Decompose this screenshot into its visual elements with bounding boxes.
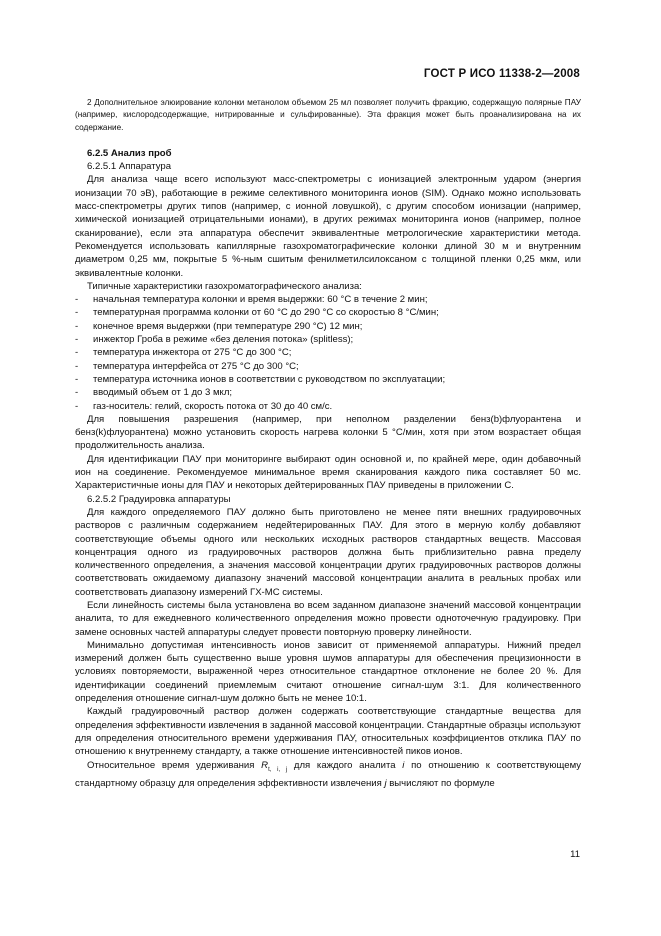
list-item: - инжектор Гроба в режиме «без деления потока» (splitless);	[75, 333, 581, 346]
gc-parameters-list	[75, 293, 581, 413]
symbol-r: R	[261, 759, 269, 771]
page-content	[75, 97, 581, 790]
paragraph-relative-retention: Относительное время удерживания $R_{t, i, j}$ для каждого аналита i по отношению к соответствующему стандартному образцу для определения эффективности извлечения j вычисляют по формуле	[75, 759, 582, 789]
section-title: 6.2.5 Анализ проб	[87, 147, 172, 159]
list-item: - температура источника ионов в соответствии с руководством по эксплуатации;	[75, 373, 581, 386]
list-intro: Типичные характеристики газохроматографического анализа:	[87, 280, 362, 292]
paragraph-recovery-standards: Каждый градуировочный раствор должен содержать соответствующие стандартные вещества для определения эффективности извлечения в заданной массовой концентрации. Стандартные образцы используют для определения относительного времени удерживания ПАУ, относительных коэффициентов отклика ПАУ по отношению к внутреннему стандарту, а также отношение интенсивностей пиков ионов.	[75, 706, 581, 758]
page-number: 11	[570, 849, 580, 860]
paragraph-resolution: Для повышения разрешения (например, при неполном разделении бенз(b)флуорантена и бенз(k)флуорантена) можно установить скорость нагрева колонки 5 °С/мин, хотя при этом возрастает общая продолжительность анализа.	[75, 413, 581, 452]
paragraph-apparatus: Для анализа чаще всего используют масс-спектрометры с ионизацией электронным ударом (энергия ионизации 70 эВ), работающие в режиме селективного мониторинга ионов (SIM). Однако можно использовать масс-спектрометры других типов (например, с ионной ловушкой), с другим способом ионизации (например, химической ионизацией отрицательными ионами), в других режимах мониторинга ионов (например, полное сканирование), если эта аппаратура обеспечит эквивалентные метрологические характеристики метода. Рекомендуется использовать капиллярные газохроматографические колонки длиной 30 м и внутренним диаметром 0,25 мм, покрытые 5 %-ным сшитым фенилметилсилоксаном с толщиной пленки 0,25 мкм, или эквивалентные колонки.	[75, 174, 581, 279]
document-id: ГОСТ Р ИСО 11338-2—2008	[423, 68, 580, 80]
subsection-title-apparatus: 6.2.5.1 Аппаратура	[87, 161, 172, 173]
list-item: - вводимый объем от 1 до 3 мкл;	[75, 386, 581, 399]
list-item: - конечное время выдержки (при температуре 290 °С) 12 мин;	[75, 320, 581, 333]
note-2: 2 Дополнительное элюирование колонки метанолом объемом 25 мл позволяет получить фракцию, содержащую полярные ПАУ (например, кислородсодержащие, нитрированные и сульфированные). Эта фракция может быть проанализирована на их содержание.	[75, 98, 581, 132]
subsection-title-calibration: 6.2.5.2 Градуировка аппаратуры	[87, 493, 231, 505]
symbol-subscript: t, i, j	[268, 766, 288, 773]
list-item: - температурная программа колонки от 60 °С до 290 °С со скоростью 8 °С/мин;	[75, 306, 581, 319]
list-item: - температура инжектора от 275 °С до 300 °С;	[75, 346, 581, 359]
list-item: - газ-носитель: гелий, скорость потока от 30 до 40 см/с.	[75, 400, 581, 413]
paragraph-linearity: Если линейность системы была установлена во всем заданном диапазоне значений массовой концентрации аналита, то для ежедневного количественного определения можно провести одноточечную градуировку. При замене основных частей аппаратуры следует провести повторную проверку линейности.	[75, 599, 581, 638]
paragraph-ion-intensity: Минимально допустимая интенсивность ионов зависит от применяемой аппаратуры. Нижний предел измерений должен быть существенно выше уровня шумов аппаратуры для обеспечения прецизионности в условиях повторяемости, выраженной через относительное стандартное отклонение не более 20 %. Для идентификации соединений приемлемым считают отношение сигнал-шум 3:1. Для количественного определения отношение сигнал-шум должно быть не менее 10:1.	[75, 639, 581, 705]
paragraph-calibration-solutions: Для каждого определяемого ПАУ должно быть приготовлено не менее пяти внешних градуировочных растворов с различным содержанием недейтерированных ПАУ. Для этого в мерную колбу добавляют соответствующие объемы одного или нескольких исходных растворов стандартных веществ. Массовая концентрация одного из градуировочных растворов должна быть приблизительно равна пределу количественного определения, а значения массовой концентрации других градуировочных растворов должны соответствовать ожидаемому диапазону значений массовой концентрации аналита в реальных пробах или соответствовать диапазону измерений ГХ-МС системы.	[75, 506, 581, 598]
list-item: - начальная температура колонки и время выдержки: 60 °С в течение 2 мин;	[75, 293, 581, 306]
list-item: - температура интерфейса от 275 °С до 300 °С;	[75, 360, 581, 373]
paragraph-identification: Для идентификации ПАУ при мониторинге выбирают один основной и, по крайней мере, один добавочный ион на соединение. Рекомендуемое минимальное время сканирования каждого пика составляет 50 мс. Характеристичные ионы для ПАУ и некоторых дейтерированных ПАУ приведены в приложении С.	[75, 453, 581, 492]
